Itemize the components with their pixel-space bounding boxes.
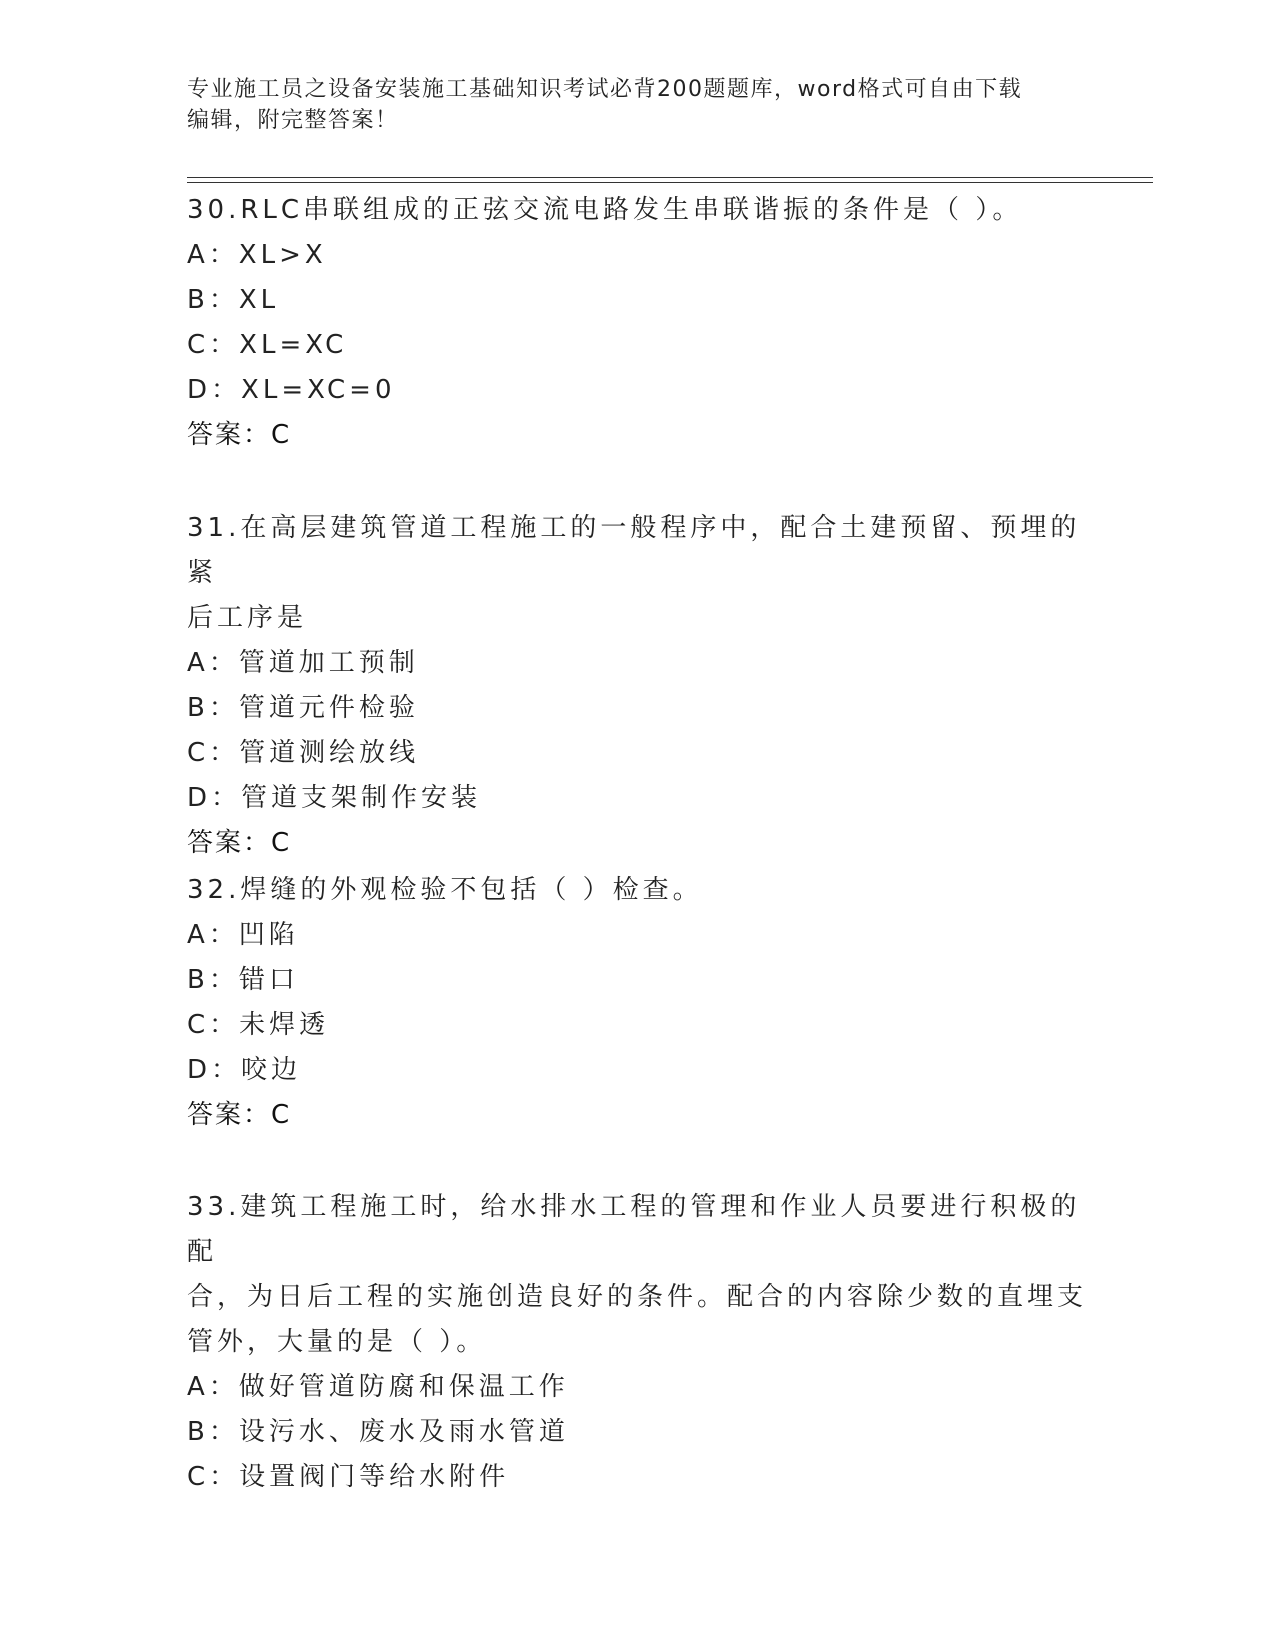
answer: 答案：C [187,828,292,858]
question-30 [187,188,1087,458]
option-c: C：未焊透 [187,1010,330,1040]
question-stem-continued: 后工序是 [187,603,308,633]
option-a: A：做好管道防腐和保温工作 [187,1372,569,1402]
answer: 答案：C [187,1100,292,1130]
header-divider-top [187,177,1153,178]
option-b: B：设污水、废水及雨水管道 [187,1417,569,1447]
question-33 [187,1185,1087,1500]
option-d: D：管道支架制作安装 [187,783,482,813]
option-d: D：XL=XC=0 [187,375,396,405]
header-divider-bottom [187,182,1153,183]
question-32 [187,868,1087,1138]
question-stem-continued-2: 管外，大量的是（ ）。 [187,1327,487,1357]
question-stem: 33.建筑工程施工时，给水排水工程的管理和作业人员要进行积极的配 [187,1192,1081,1267]
option-c: C：设置阀门等给水附件 [187,1462,510,1492]
question-31 [187,506,1087,866]
option-b: B：管道元件检验 [187,693,419,723]
document-header [187,74,1087,136]
option-a: A：XL>X [187,240,327,270]
question-stem: 32.焊缝的外观检验不包括（ ）检查。 [187,875,703,905]
option-c: C：XL=XC [187,330,348,360]
option-a: A：管道加工预制 [187,648,419,678]
header-line-1: 专业施工员之设备安装施工基础知识考试必背200题题库，word格式可自由下载 [187,77,1023,102]
option-c: C：管道测绘放线 [187,738,420,768]
header-line-2: 编辑，附完整答案！ [187,108,399,133]
option-a: A：凹陷 [187,920,299,950]
question-stem: 30.RLC串联组成的正弦交流电路发生串联谐振的条件是（ ）。 [187,195,1023,225]
option-d: D：咬边 [187,1055,302,1085]
option-b: B：XL [187,285,280,315]
answer: 答案：C [187,420,292,450]
option-b: B：错口 [187,965,299,995]
question-stem-continued: 合，为日后工程的实施创造良好的条件。配合的内容除少数的直埋支 [187,1282,1088,1312]
question-stem: 31.在高层建筑管道工程施工的一般程序中，配合土建预留、预埋的紧 [187,513,1081,588]
